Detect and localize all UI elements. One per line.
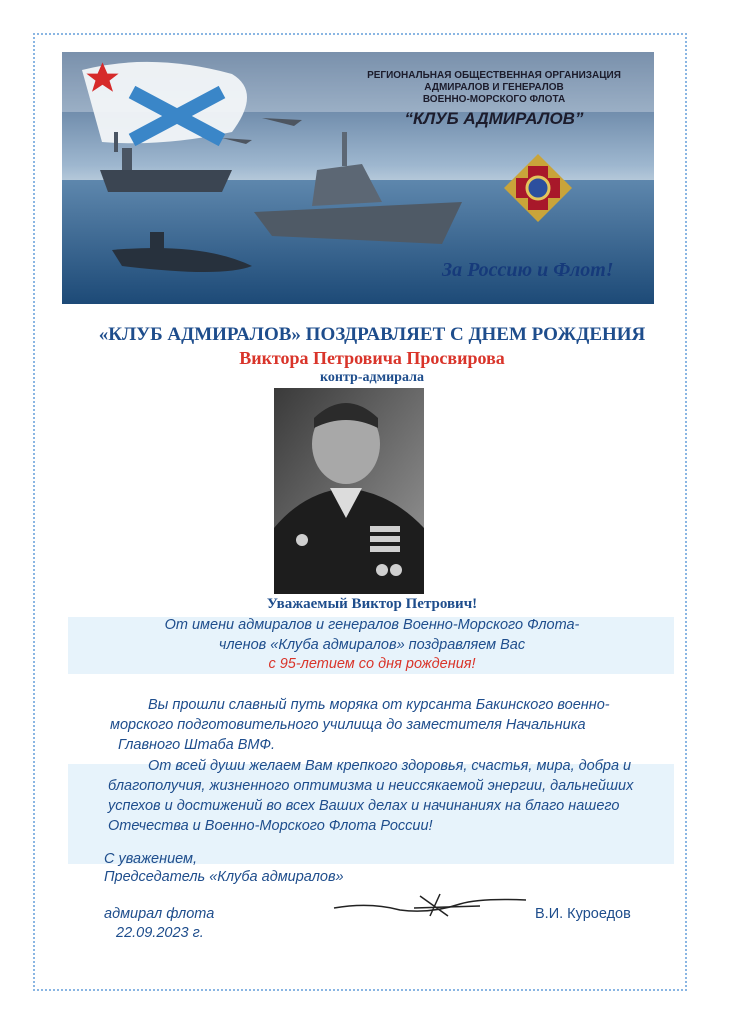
greeting: Уважаемый Виктор Петрович! (266, 596, 478, 612)
organization-title (344, 70, 644, 130)
signer-rank: адмирал флота (104, 906, 215, 922)
honoree-rank: контр-адмирала (320, 370, 424, 385)
signer-name: В.И. Куроедов (535, 906, 631, 922)
congrats-line: От имени адмиралов и генералов Военно-Морского Флота- (164, 617, 580, 633)
signer-position: Председатель «Клуба адмиралов» (104, 869, 344, 885)
org-line: РЕГИОНАЛЬНАЯ ОБЩЕСТВЕННАЯ ОРГАНИЗАЦИЯ (367, 70, 621, 81)
body-line: Вы прошли славный путь моряка от курсанта Бакинского военно- (148, 697, 610, 713)
club-name: “КЛУБ АДМИРАЛОВ” (404, 109, 584, 128)
body-line: Главного Штаба ВМФ. (118, 737, 276, 753)
body-line: морского подготовительного училища до заместителя Начальника (110, 717, 586, 733)
congrats-line: членов «Клуба адмиралов» поздравляем Вас (218, 637, 526, 653)
regards: С уважением, (104, 851, 198, 867)
body-line: Отечества и Военно-Морского Флота России! (108, 818, 433, 834)
page-title: «КЛУБ АДМИРАЛОВ» ПОЗДРАВЛЯЕТ С ДНЕМ РОЖДЕНИЯ (98, 324, 646, 345)
handwritten-signature (330, 890, 530, 925)
org-line: АДМИРАЛОВ И ГЕНЕРАЛОВ (424, 82, 564, 93)
header-banner (62, 52, 654, 304)
motto: За Россию и Флот! (442, 259, 614, 281)
body-line: благополучия, жизненного оптимизма и неиссякаемой энергии, дальнейших (108, 778, 634, 794)
body-line: От всей души желаем Вам крепкого здоровья, счастья, мира, добра и (148, 758, 632, 774)
portrait-photo (274, 388, 424, 594)
body-line: успехов и достижений во всех Ваших делах и начинаниях на благо нашего (108, 798, 620, 814)
org-line: ВОЕННО-МОРСКОГО ФЛОТА (422, 94, 566, 105)
document-date: 22.09.2023 г. (116, 925, 204, 941)
congrats-anniversary: с 95-летием со дня рождения! (268, 656, 476, 672)
honoree-name: Виктора Петровича Просвирова (239, 348, 505, 368)
